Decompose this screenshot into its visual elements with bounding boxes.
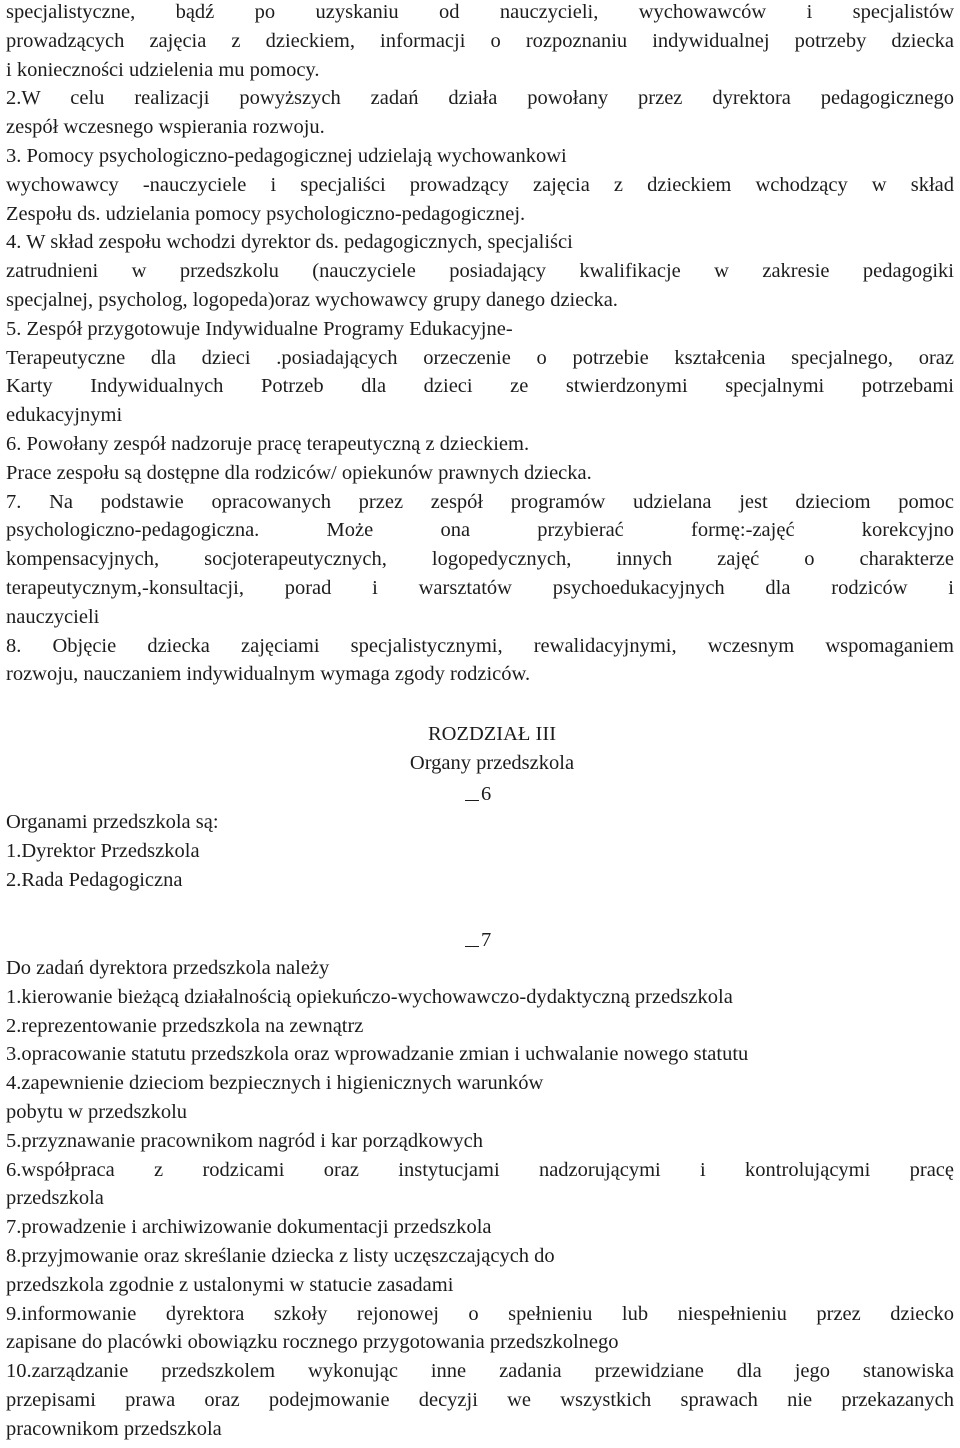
text-line: Terapeutyczne dla dzieci .posiadających orzeczenie o potrzebie kształcenia specjalnego, oraz: [6, 346, 954, 369]
text-line: 2.reprezentowanie przedszkola na zewnątrz: [6, 1014, 364, 1037]
text-line: kompensacyjnych, socjoterapeutycznych, logopedycznych, innych zajęć o charakterze: [6, 548, 954, 571]
text-line: 9.informowanie dyrektora szkoły rejonowej o spełnieniu lub niespełnieniu przez dziecko: [6, 1302, 954, 1325]
text-line: edukacyjnymi: [6, 404, 123, 427]
text-line: Zespołu ds. udzielania pomocy psychologiczno-pedagogicznej.: [6, 202, 526, 225]
text-line: 6. Powołany zespół nadzoruje pracę terapeutyczną z dzieckiem.: [6, 432, 530, 455]
text-line: wychowawcy -nauczyciele i specjaliści prowadzący zajęcia z dzieckiem wchodzący w skład: [6, 173, 954, 196]
text-line: przedszkola zgodnie z ustalonymi w statucie zasadami: [6, 1273, 454, 1296]
chapter-subtitle: Organy przedszkola: [409, 752, 575, 774]
text-line: pracownikom przedszkola: [6, 1417, 222, 1440]
text-line: 5.przyznawanie pracownikom nagród i kar porządkowych: [6, 1129, 484, 1152]
text-line: 5. Zespół przygotowuje Indywidualne Programy Edukacyjne-: [6, 317, 513, 340]
organs-item: 2.Rada Pedagogiczna: [6, 869, 183, 891]
section-sign-icon: [465, 926, 479, 947]
text-line: 8.przyjmowanie oraz skreślanie dziecka z listy uczęszczających do: [6, 1244, 555, 1267]
text-line: Do zadań dyrektora przedszkola należy: [6, 957, 330, 979]
text-line: przedszkola: [6, 1187, 104, 1210]
section-6-heading: [465, 780, 491, 809]
section-sign-icon: [465, 780, 479, 801]
text-line: 7. Na podstawie opracowanych przez zespół programów udzielana jest dzieciom pomoc: [6, 490, 954, 513]
text-line: prowadzących zajęcia z dzieckiem, informacji o rozpoznaniu indywidualnej potrzeby dziecka: [6, 29, 954, 52]
organs-heading: Organami przedszkola są:: [6, 811, 219, 833]
organs-item: 1.Dyrektor Przedszkola: [6, 840, 200, 862]
section-6-number: 6: [481, 783, 492, 805]
section-7-number: 7: [481, 929, 492, 951]
text-line: 8. Objęcie dziecka zajęciami specjalistycznymi, rewalidacyjnymi, wczesnym wspomaganiem: [6, 634, 954, 657]
section-7-heading: [465, 926, 491, 955]
text-line: zapisane do placówki obowiązku rocznego przygotowania przedszkolnego: [6, 1331, 619, 1354]
text-line: 1.kierowanie bieżącą działalnością opiekuńczo-wychowawczo-dydaktyczną przedszkola: [6, 985, 733, 1008]
text-line: nauczycieli: [6, 605, 100, 628]
text-line: 7.prowadzenie i archiwizowanie dokumentacji przedszkola: [6, 1216, 492, 1239]
text-line: 2.W celu realizacji powyższych zadań działa powołany przez dyrektora pedagogicznego: [6, 87, 954, 110]
chapter-title: ROZDZIAŁ III: [427, 723, 557, 745]
text-line: 4.zapewnienie dzieciom bezpiecznych i higienicznych warunków: [6, 1072, 544, 1095]
text-line: Prace zespołu są dostępne dla rodziców/ opiekunów prawnych dziecka.: [6, 461, 592, 484]
text-line: 3.opracowanie statutu przedszkola oraz wprowadzanie zmian i uchwalanie nowego statutu: [6, 1043, 749, 1066]
top-paragraphs: [6, 0, 954, 689]
text-line: rozwoju, nauczaniem indywidualnym wymaga zgody rodziców.: [6, 663, 531, 686]
text-line: specjalistyczne, bądź po uzyskaniu od nauczycieli, wychowawców i specjalistów: [6, 1, 954, 23]
text-line: zatrudnieni w przedszkolu (nauczyciele posiadający kwalifikacje w zakresie pedagogiki: [6, 260, 954, 283]
text-line: Karty Indywidualnych Potrzeb dla dzieci ze stwierdzonymi specjalnymi potrzebami: [6, 375, 954, 398]
director-duties: [6, 954, 954, 1444]
text-line: terapeutycznym,-konsultacji, porad i warsztatów psychoedukacyjnych dla rodziców i: [6, 576, 954, 599]
text-line: przepisami prawa oraz podejmowanie decyzji we wszystkich sprawach nie przekazanych: [6, 1388, 954, 1411]
text-line: zespół wczesnego wspierania rozwoju.: [6, 116, 325, 139]
text-line: specjalnej, psycholog, logopeda)oraz wychowawcy grupy danego dziecka.: [6, 288, 618, 311]
text-line: 10.zarządzanie przedszkolem wykonując inne zadania przewidziane dla jego stanowiska: [6, 1360, 954, 1383]
text-line: i konieczności udzielenia mu pomocy.: [6, 58, 320, 81]
text-line: 6.współpraca z rodzicami oraz instytucjami nadzorującymi i kontrolującymi pracę: [6, 1158, 954, 1181]
text-line: pobytu w przedszkolu: [6, 1100, 188, 1123]
text-line: 3. Pomocy psychologiczno-pedagogicznej udzielają wychowankowi: [6, 144, 567, 167]
text-line: 4. W skład zespołu wchodzi dyrektor ds. pedagogicznych, specjaliści: [6, 231, 573, 254]
text-line: psychologiczno-pedagogiczna. Może ona przybierać formę:-zajęć korekcyjno: [6, 519, 954, 542]
